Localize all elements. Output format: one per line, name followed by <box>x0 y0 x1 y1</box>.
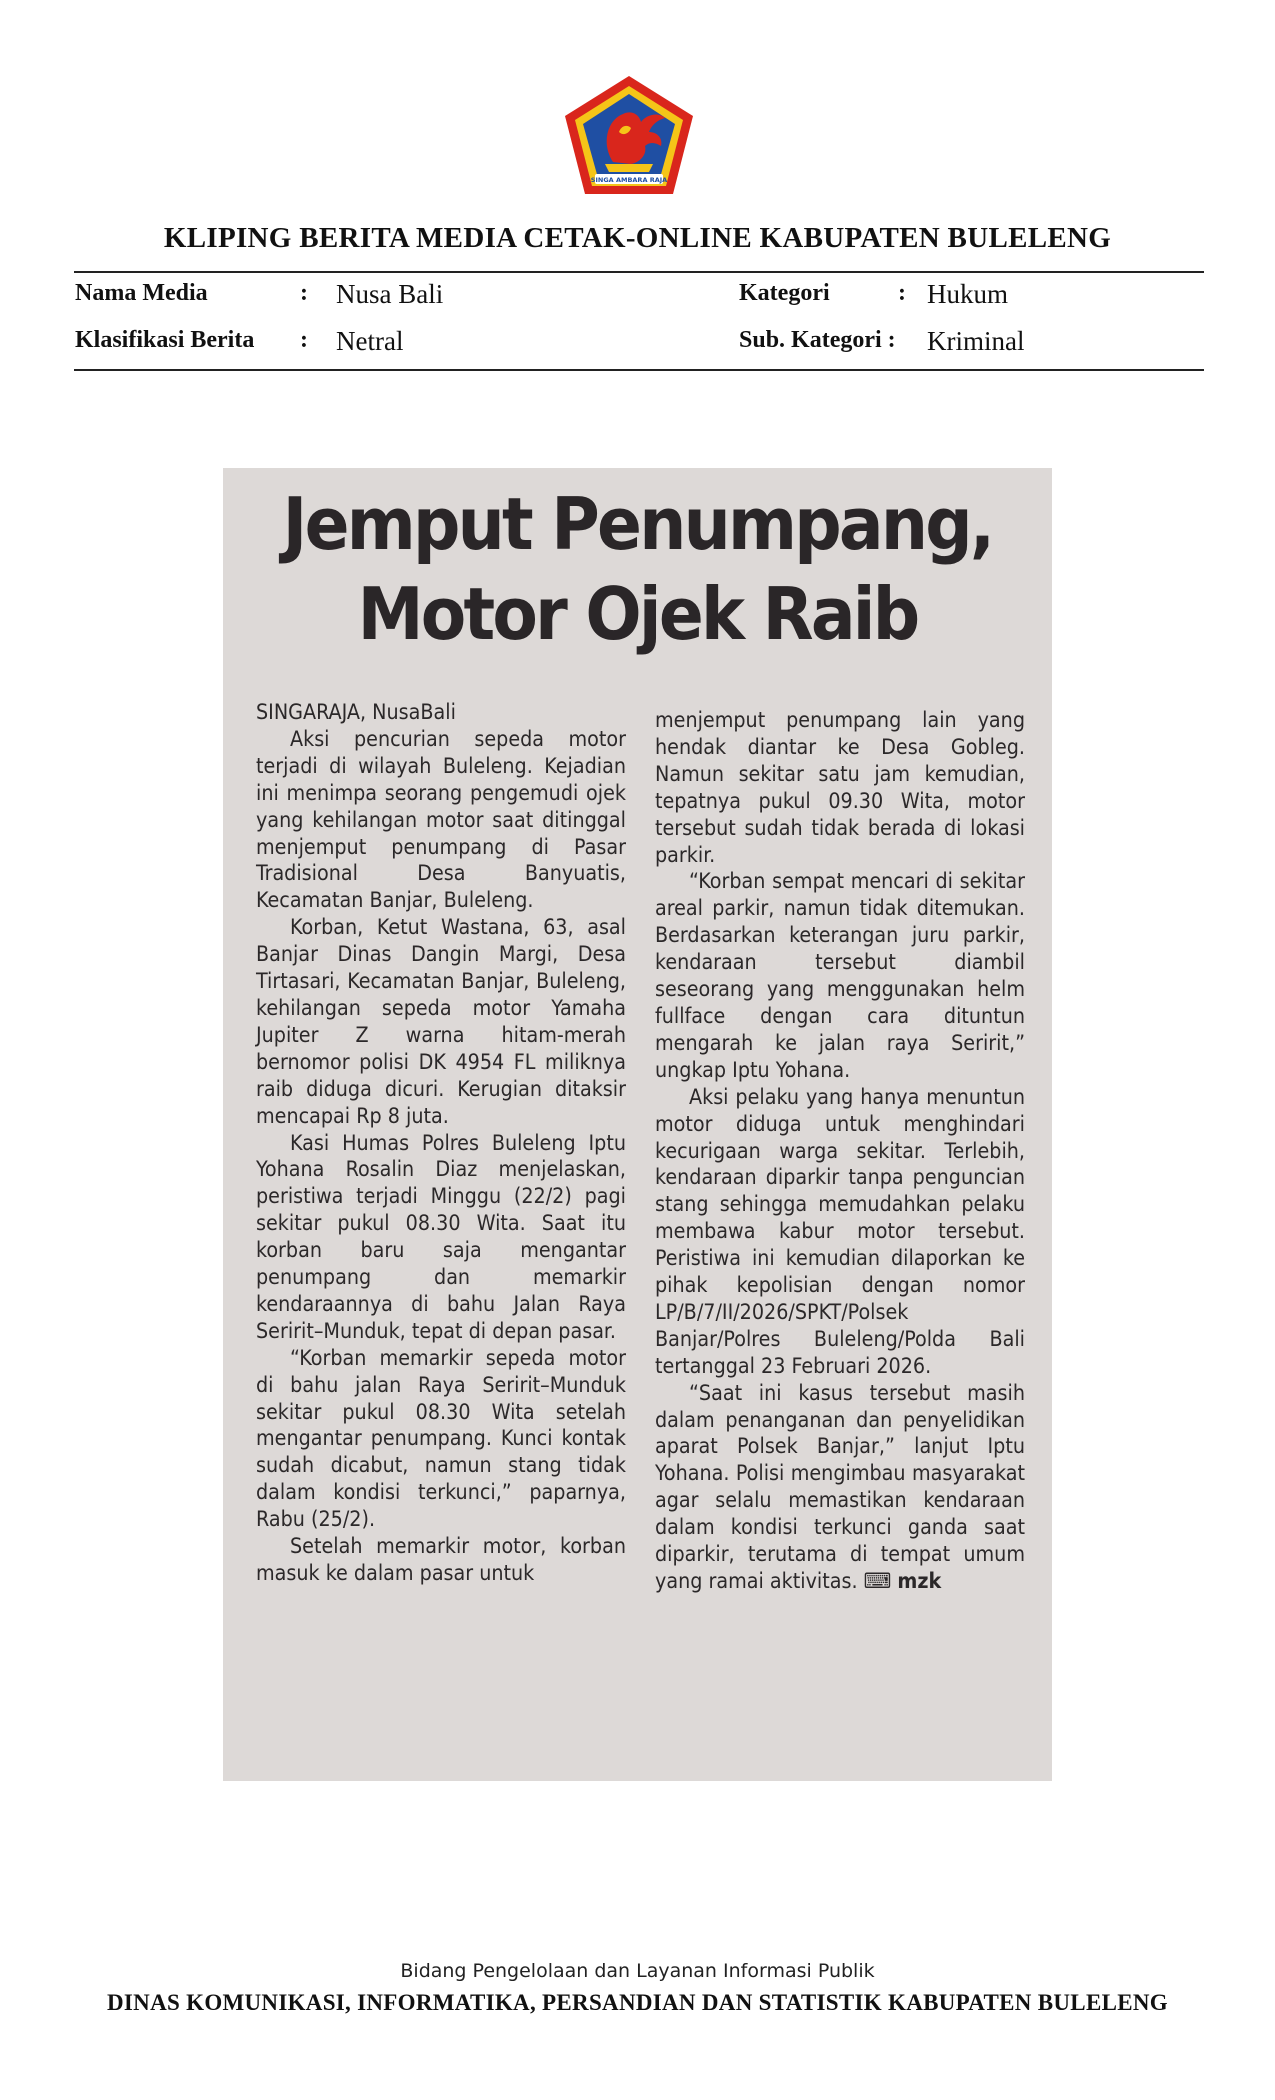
article-column-2 <box>655 708 1025 1596</box>
sub-kategori-label: Sub. Kategori : <box>739 327 896 353</box>
header-rule-top <box>74 271 1204 273</box>
article-paragraph: menjemput penumpang lain yang hendak diantar ke Desa Gobleg. Namun sekitar satu jam kemudian, tepatnya pukul 09.30 Wita, motor tersebut sudah tidak berada di lokasi parkir. <box>655 708 1025 868</box>
article-headline-line1: Jemput Penumpang, <box>282 482 993 566</box>
article-headline-line2: Motor Ojek Raib <box>357 572 918 656</box>
typewriter-icon: ⌨ <box>863 1569 892 1594</box>
sub-kategori-value: Kriminal <box>927 326 1025 356</box>
article-paragraph-text: “Saat ini kasus tersebut masih dalam penanganan dan penyelidikan aparat Polsek Banjar,” lanjut Iptu Yohana. Polisi mengimbau masyarakat agar selalu memastikan kendaraan dalam kondisi terkunci ganda saat diparkir, terutama di tempat umum yang ramai aktivitas. <box>655 1380 1025 1594</box>
singa-ambara-raja-crest-icon <box>561 74 697 198</box>
klasifikasi-label: Klasifikasi Berita <box>75 327 255 353</box>
article-paragraph: Setelah memarkir motor, korban masuk ke dalam pasar untuk <box>256 1534 626 1586</box>
footer-subtitle: Bidang Pengelolaan dan Layanan Informasi Publik <box>400 1960 875 1982</box>
regency-logo <box>561 74 697 198</box>
kategori-value: Hukum <box>927 279 1008 309</box>
article-paragraph: Korban, Ketut Wastana, 63, asal Banjar Dinas Dangin Margi, Desa Tirtasari, Kecamatan Banjar, Buleleng, kehilangan sepeda motor Yamaha Jupiter Z warna hitam-merah bernomor polisi DK 4954 FL miliknya raib diduga dicuri. Kerugian ditaksir mencapai Rp 8 juta. <box>256 915 626 1129</box>
article-paragraph: Kasi Humas Polres Buleleng Iptu Yohana Rosalin Diaz menjelaskan, peristiwa terjadi Minggu (22/2) pagi sekitar pukul 08.30 Wita. Saat itu korban baru saja mengantar penumpang dan memarkir kendaraannya di bahu Jalan Raya Seririt–Munduk, tepat di depan pasar. <box>256 1130 626 1344</box>
header-rule-bottom <box>74 369 1204 371</box>
svg-text:SINGA AMBARA RAJA: SINGA AMBARA RAJA <box>590 176 668 184</box>
author-signature: mzk <box>897 1569 942 1594</box>
klasifikasi-value: Netral <box>336 326 404 356</box>
article-paragraph: Aksi pelaku yang hanya menuntun motor diduga untuk menghindari kecurigaan warga sekitar. Terlebih, kendaraan diparkir tanpa penguncian stang sehingga memudahkan pelaku membawa kabur motor tersebut. Peristiwa ini kemudian dilaporkan ke pihak kepolisian dengan nomor LP/B/7/II/2026/SPKT/Polsek Banjar/Polres Buleleng/Polda Bali tertanggal 23 Februari 2026. <box>655 1084 1025 1379</box>
article-paragraph: Aksi pencurian sepeda motor terjadi di wilayah Buleleng. Kejadian ini menimpa seorang pengemudi ojek yang kehilangan motor saat ditinggal menjemput penumpang di Pasar Tradisional Desa Banyuatis, Kecamatan Banjar, Buleleng. <box>256 726 626 914</box>
kategori-label: Kategori <box>739 280 830 306</box>
article-paragraph: “Korban sempat mencari di sekitar areal parkir, namun tidak ditemukan. Berdasarkan keterangan juru parkir, kendaraan tersebut diambil seseorang yang menggunakan helm fullface dengan cara dituntun mengarah ke jalan raya Seririt,” ungkap Iptu Yohana. <box>655 869 1025 1083</box>
newspaper-clipping <box>223 468 1052 1781</box>
nama-media-label: Nama Media <box>75 280 208 306</box>
footer-title: DINAS KOMUNIKASI, INFORMATIKA, PERSANDIAN DAN STATISTIK KABUPATEN BULELENG <box>107 1990 1168 2015</box>
article-column-1 <box>256 700 626 1588</box>
colon: : <box>300 280 308 306</box>
colon: : <box>898 280 906 306</box>
nama-media-value: Nusa Bali <box>336 279 444 309</box>
article-paragraph <box>655 1381 1025 1596</box>
page-title: KLIPING BERITA MEDIA CETAK-ONLINE KABUPATEN BULELENG <box>163 222 1112 254</box>
article-paragraph: “Korban memarkir sepeda motor di bahu jalan Raya Seririt–Munduk sekitar pukul 08.30 Wita setelah mengantar penumpang. Kunci kontak sudah dicabut, namun stang tidak dalam kondisi terkunci,” paparnya, Rabu (25/2). <box>256 1345 626 1533</box>
article-dateline: SINGARAJA, NusaBali <box>256 700 456 725</box>
colon: : <box>300 327 308 353</box>
